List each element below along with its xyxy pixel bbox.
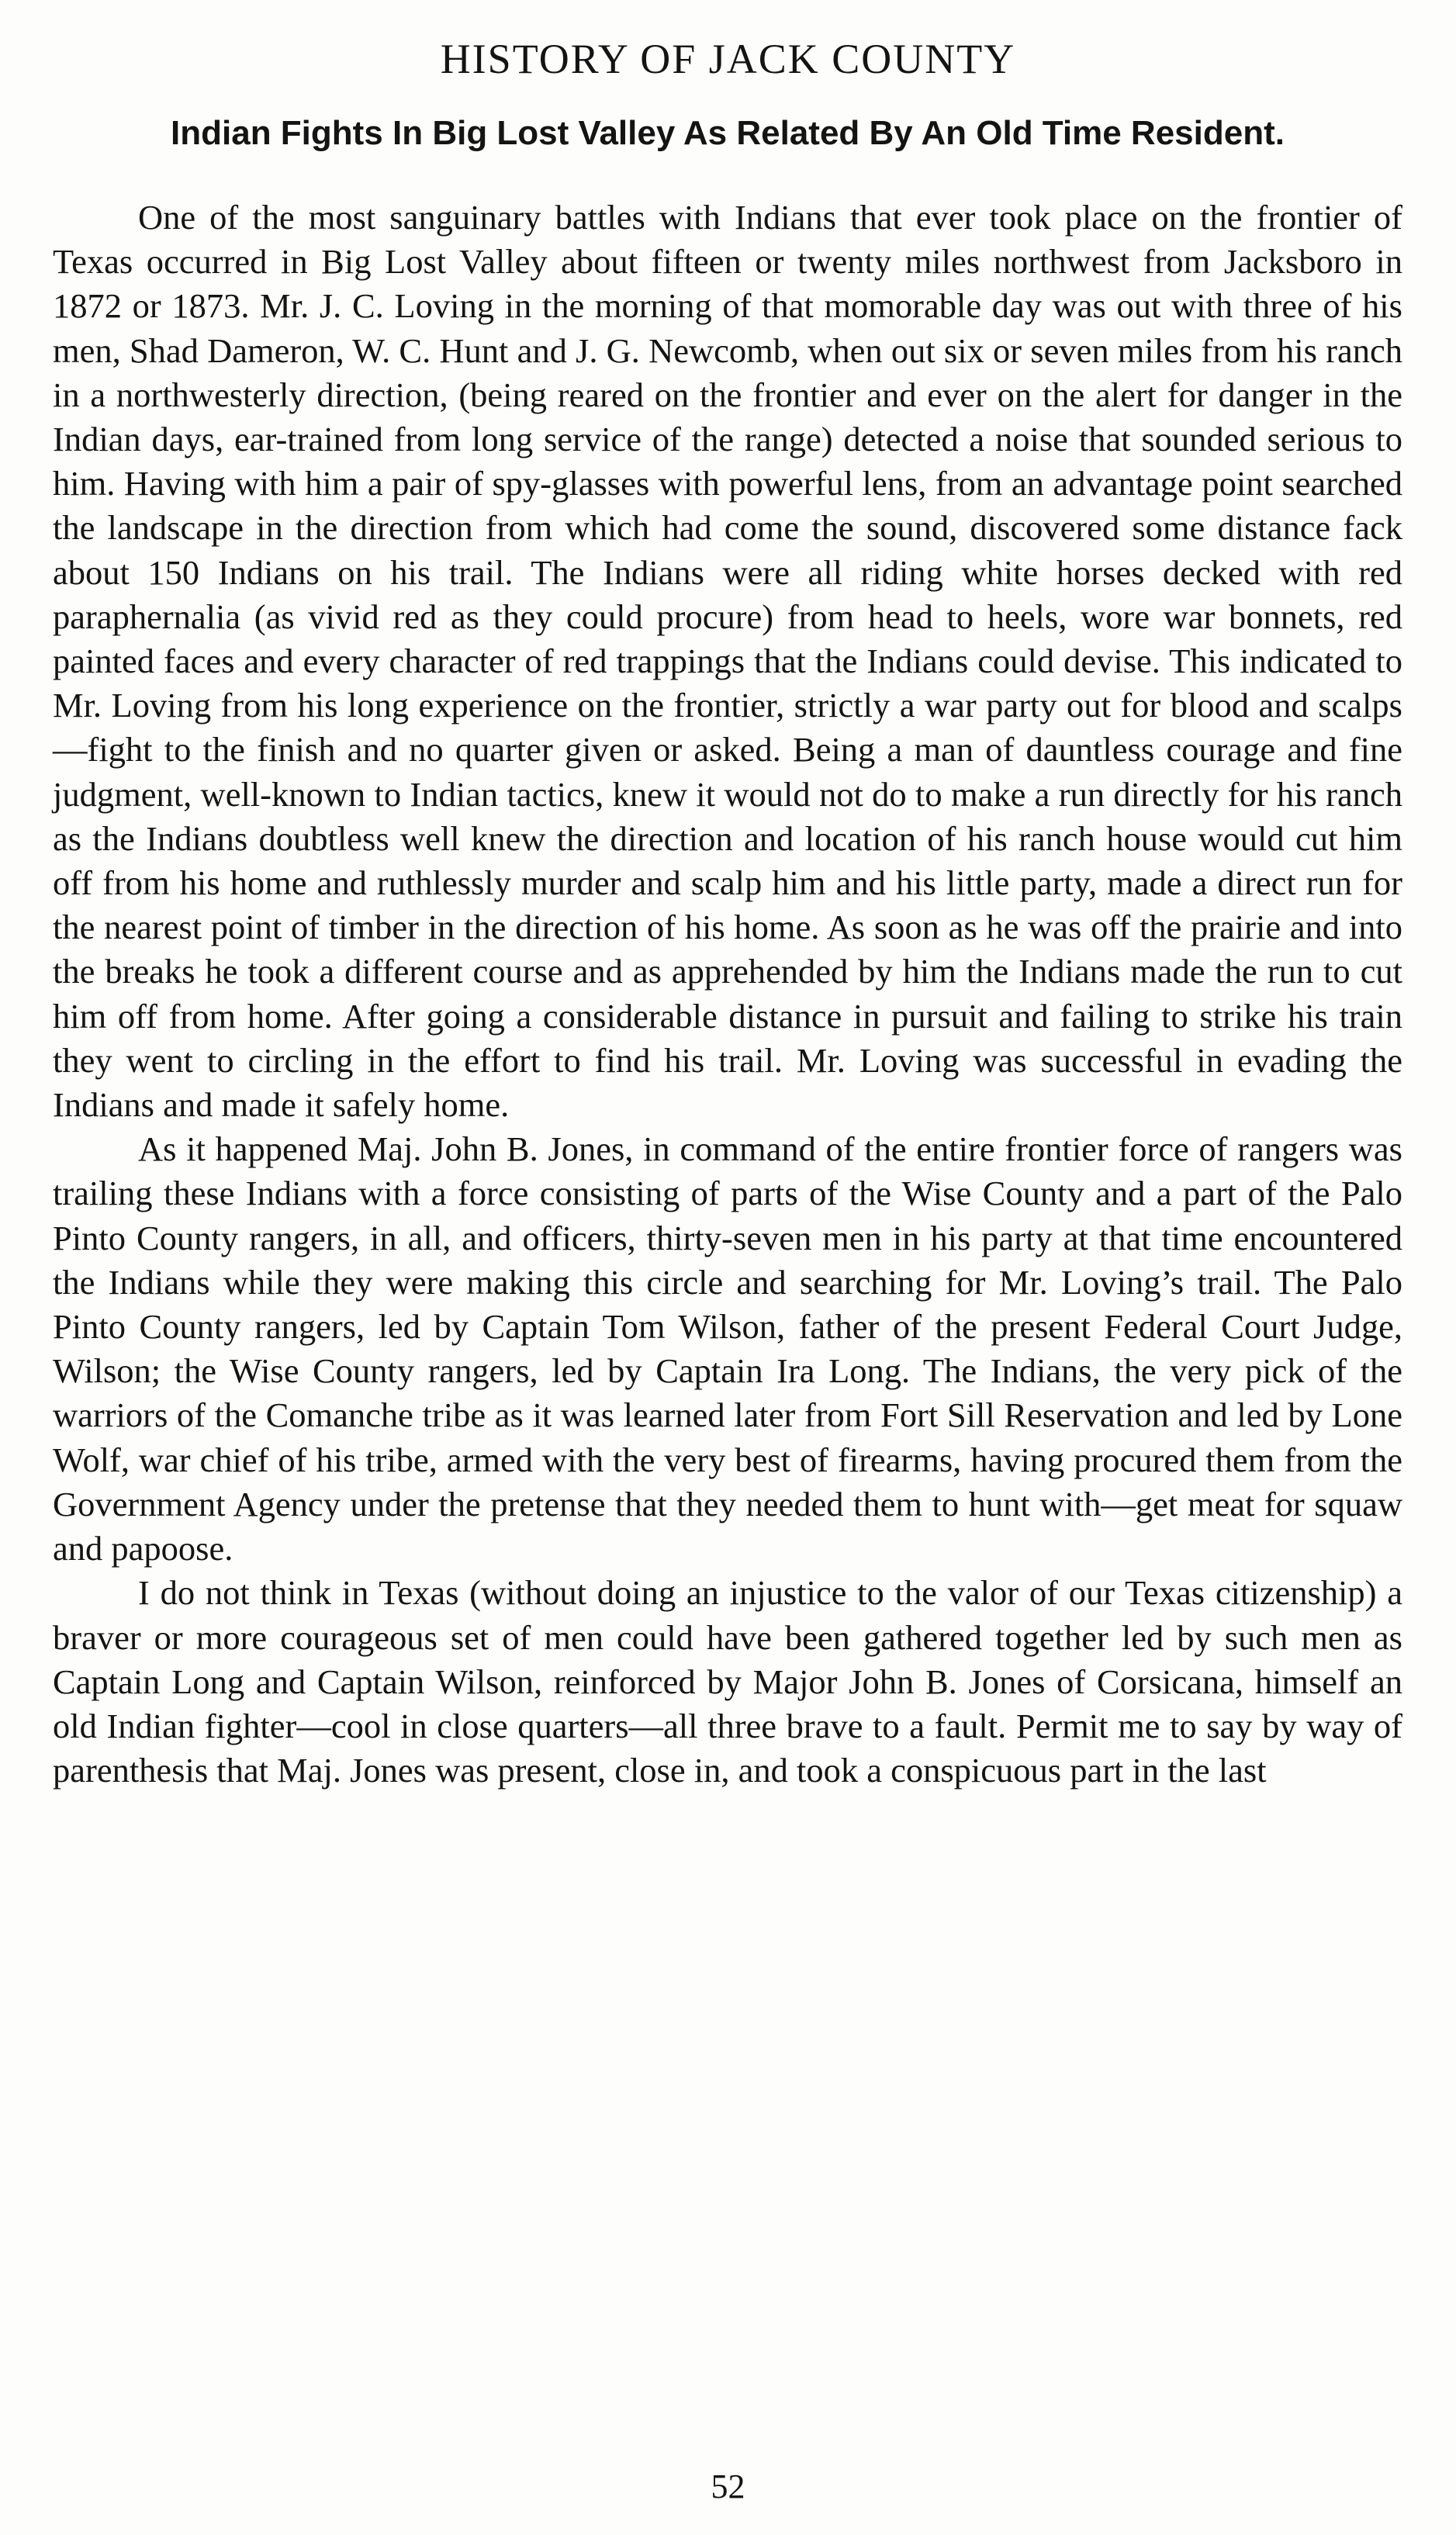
page-number: 52 bbox=[711, 2468, 745, 2506]
running-head: HISTORY OF JACK COUNTY bbox=[440, 36, 1016, 82]
article-body bbox=[53, 195, 1402, 1793]
paragraph-3: I do not think in Texas (without doing an injustice to the valor of our Texas citizenship) a braver or more courageous set of men could have been gathered together led by such men as Captain Long and Captain Wilson, reinforced by Major John B. Jones of Corsicana, himself an old Indian fighter—cool in close quarters—all three brave to a fault. Permit me to say by way of parenthesis that Maj. Jones was present, close in, and took a conspicuous part in the last bbox=[53, 1573, 1402, 1790]
article-title: Indian Fights In Big Lost Valley As Related By An Old Time Resident. bbox=[171, 114, 1285, 152]
paragraph-2: As it happened Maj. John B. Jones, in command of the entire frontier force of rangers was trailing these Indians with a force consisting of parts of the Wise County and a part of the Palo Pinto County rangers, in all, and officers, thirty-seven men in his party at that time encountered the Indians while they were making this circle and searching for Mr. Loving’s trail. The Palo Pinto County rangers, led by Captain Tom Wilson, father of the present Federal Court Judge, Wilson; the Wise County rangers, led by Captain Ira Long. The Indians, the very pick of the warriors of the Comanche tribe as it was learned later from Fort Sill Reservation and led by Lone Wolf, war chief of his tribe, armed with the very best of firearms, having procured them from the Government Agency under the pretense that they needed them to hunt with—get meat for squaw and papoose. bbox=[53, 1129, 1402, 1568]
paragraph-1: One of the most sanguinary battles with Indians that ever took place on the frontier of Texas occurred in Big Lost Valley about fifteen or twenty miles northwest from Jacksboro in 1872 or 1873. Mr. J. C. Loving in the morning of that momorable day was out with three of his men, Shad Dameron, W. C. Hunt and J. G. Newcomb, when out six or seven miles from his ranch in a northwesterly direction, (being reared on the frontier and ever on the alert for danger in the Indian days, ear-trained from long service of the range) detected a noise that sounded serious to him. Having with him a pair of spy-glasses with powerful lens, from an advantage point searched the landscape in the direction from which had come the sound, discovered some distance fack about 150 Indians on his trail. The Indians were all riding white horses decked with red paraphernalia (as vivid red as they could procure) from head to heels, wore war bonnets, red painted faces and every character of red trappings that the Indians could devise. This indicated to Mr. Loving from his long experience on the frontier, strictly a war party out for blood and scalps—fight to the finish and no quarter given or asked. Being a man of dauntless courage and fine judgment, well-known to Indian tactics, knew it would not do to make a run directly for his ranch as the Indians doubtless well knew the direction and location of his ranch house would cut him off from his home and ruthlessly murder and scalp him and his little party, made a direct run for the nearest point of timber in the direction of his home. As soon as he was off the prairie and into the breaks he took a different course and as apprehended by him the Indians made the run to cut him off from home. After going a considerable distance in pursuit and failing to strike his train they went to circling in the effort to find his trail. Mr. Loving was successful in evading the Indians and made it safely home. bbox=[53, 198, 1402, 1125]
